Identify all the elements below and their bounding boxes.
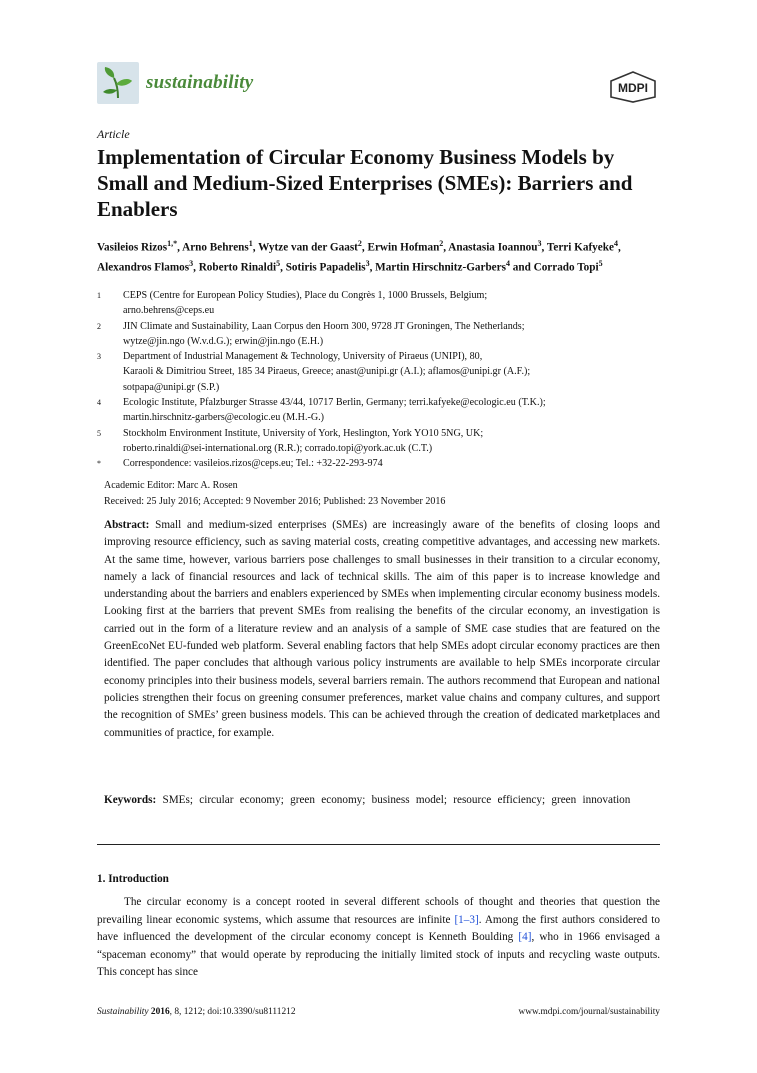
affiliation-line: arno.behrens@ceps.eu xyxy=(123,305,215,317)
article-type-label: Article xyxy=(97,127,130,141)
affiliation-number: 2 xyxy=(97,321,101,331)
paper-title: Implementation of Circular Economy Business Models by Small and Medium-Sized Enterprises (SMEs): Barriers and Enablers xyxy=(97,145,633,221)
author-name: Anastasia Ioannou xyxy=(448,241,538,254)
author-affiliation-mark: 1,* xyxy=(167,239,178,248)
affiliation-item xyxy=(97,319,667,350)
author-affiliation-mark: 2 xyxy=(439,239,444,248)
author-affiliation-mark: 4 xyxy=(613,239,618,248)
abstract xyxy=(104,517,660,742)
affiliation-line: wytze@jin.ngo (W.v.d.G.); erwin@jin.ngo (E.H.) xyxy=(123,335,324,347)
section-heading-introduction: 1. Introduction xyxy=(97,873,169,885)
abstract-text: Small and medium-sized enterprises (SMEs) are increasingly aware of the benefits of closing loops and improving resource efficiency, such as saving material costs, creating competitive advantages, and accessing new markets. At the same time, however, various barriers pose challenges to small businesses in their transition to a circular economy, namely a lack of financial resources and lack of technical skills. The aim of this paper is to increase knowledge and understanding about the barriers and enablers experienced by SMEs when implementing circular economy business models. Looking first at the barriers that prevent SMEs from realising the benefits of the circular economy, an investigation is carried out in the form of a literature review and an analysis of a sample of SME case studies that are featured on the GreenEcoNet EU-funded web platform. Several enabling factors that help SMEs adopt circular economy practices are then identified. The paper concludes that although various policy instruments are available to help SMEs incorporate circular economy principles into their business models, several barriers remain. The authors recommend that European and national policies strengthen their focus on greening consumer preferences, market value chains and company cultures, and support the recognition of SMEs’ green business models. This can be achieved through the creation of dedicated marketplaces and communities of practice, for example. xyxy=(104,519,661,739)
affiliation-line: Correspondence: vasileios.rizos@ceps.eu; Tel.: +32-22-293-974 xyxy=(123,458,383,470)
affiliation-number: 5 xyxy=(97,428,101,438)
author-name: Sotiris Papadelis xyxy=(285,261,366,274)
mdpi-logo-icon xyxy=(606,71,660,103)
affiliation-line: martin.hirschnitz-garbers@ecologic.eu (M.H.-G.) xyxy=(123,412,325,424)
affiliation-line: sotpapa@unipi.gr (S.P.) xyxy=(123,381,220,393)
author-affiliation-mark: 1 xyxy=(248,239,253,248)
author-affiliation-mark: 3 xyxy=(365,258,370,268)
author-name: Terri Kafyeke xyxy=(546,241,614,254)
affiliation-line: Stockholm Environment Institute, University of York, Heslington, York YO10 5NG, UK; xyxy=(123,427,484,439)
author-name: Wytze van der Gaast xyxy=(258,241,358,254)
journal-logo-icon xyxy=(97,62,139,104)
citation-link[interactable]: [4] xyxy=(518,931,532,944)
publication-dates: Received: 25 July 2016; Accepted: 9 November 2016; Published: 23 November 2016 xyxy=(104,495,446,507)
keywords-text: SMEs; circular economy; green economy; business model; resource efficiency; green innovation xyxy=(162,794,631,806)
abstract-label: Abstract: xyxy=(104,519,150,531)
footer-citation: Sustainability 2016, 8, 1212; doi:10.3390/su8111212 xyxy=(97,1007,296,1017)
affiliation-line: CEPS (Centre for European Policy Studies), Place du Congrès 1, 1000 Brussels, Belgium; xyxy=(123,290,488,301)
journal-name: sustainability xyxy=(146,72,254,93)
author-name: Corrado Topi xyxy=(533,261,599,274)
citation-link[interactable]: [1–3] xyxy=(454,913,479,926)
author-affiliation-mark: 4 xyxy=(505,258,510,268)
introduction-body xyxy=(97,894,660,982)
affiliation-item xyxy=(97,349,667,395)
author-affiliation-mark: 3 xyxy=(537,239,542,248)
mdpi-logo-text: MDPI xyxy=(618,81,648,95)
author-affiliation-mark: 2 xyxy=(357,239,362,248)
author-affiliation-mark: 3 xyxy=(189,258,194,268)
affiliation-line: Karaoli & Dimitriou Street, 185 34 Piraeus, Greece; anast@unipi.gr (A.I.); aflamos@unipi.gr (A.F.); xyxy=(123,366,531,378)
introduction-paragraph: The circular economy is a concept rooted in several different schools of thought and theories that question the prevailing linear economic systems, which assume that resources are infinite [1–3]. Among the first authors considered to have influenced the development of the circular economy concept is Kenneth Boulding [4], who in 1966 envisaged a “spaceman economy” that would operate by reproducing the initially limited stock of inputs and recycling waste outputs. This concept has since xyxy=(97,896,661,979)
affiliation-number: * xyxy=(97,459,101,469)
affiliation-item xyxy=(97,288,667,319)
author-name: Roberto Rinaldi xyxy=(198,261,277,274)
author-name: Alexandros Flamos xyxy=(97,261,190,274)
keywords-label: Keywords: xyxy=(104,794,157,806)
affiliation-list xyxy=(97,288,667,472)
affiliation-line: JIN Climate and Sustainability, Laan Corpus den Hoorn 300, 9728 JT Groningen, The Netherlands; xyxy=(123,320,525,332)
author-name: Martin Hirschnitz-Garbers xyxy=(375,261,506,274)
affiliation-line: Ecologic Institute, Pfalzburger Strasse 43/44, 10717 Berlin, Germany; terri.kafyeke@ecologic.eu (T.K.); xyxy=(123,397,546,409)
author-name: Vasileios Rizos xyxy=(97,241,168,254)
affiliation-line: roberto.rinaldi@sei-international.org (R.R.); corrado.topi@york.ac.uk (C.T.) xyxy=(123,442,433,454)
author-affiliation-mark: 5 xyxy=(598,258,603,268)
affiliation-number: 4 xyxy=(97,398,101,408)
article-metadata xyxy=(104,478,445,509)
author-name: Erwin Hofman xyxy=(367,241,440,254)
affiliation-line: Department of Industrial Management & Technology, University of Piraeus (UNIPI), 80, xyxy=(123,351,483,363)
affiliation-item xyxy=(97,395,667,426)
author-affiliation-mark: 5 xyxy=(276,258,281,268)
author-list: Vasileios Rizos$^{1,*}$, Arno Behrens$^1$, Wytze van der Gaast$^2$, Erwin Hofman$^2$, Anastasia Ioannou$^3$, Terri Kafyeke$^4$, Alexandros Flamos$^3$, Roberto Rinaldi$^5$, Sotiris Papadelis$^3$, Martin Hirschnitz-Garbers$^4$ and Corrado Topi$^5$ xyxy=(97,239,621,274)
affiliation-item xyxy=(97,426,667,457)
keywords xyxy=(104,792,660,809)
affiliation-number: 1 xyxy=(97,291,101,300)
affiliation-number: 3 xyxy=(97,352,101,362)
author-name: Arno Behrens xyxy=(182,241,249,254)
affiliation-item xyxy=(97,456,667,471)
academic-editor: Academic Editor: Marc A. Rosen xyxy=(104,480,238,491)
footer-url[interactable]: www.mdpi.com/journal/sustainability xyxy=(518,1007,660,1017)
section-divider xyxy=(97,844,660,845)
